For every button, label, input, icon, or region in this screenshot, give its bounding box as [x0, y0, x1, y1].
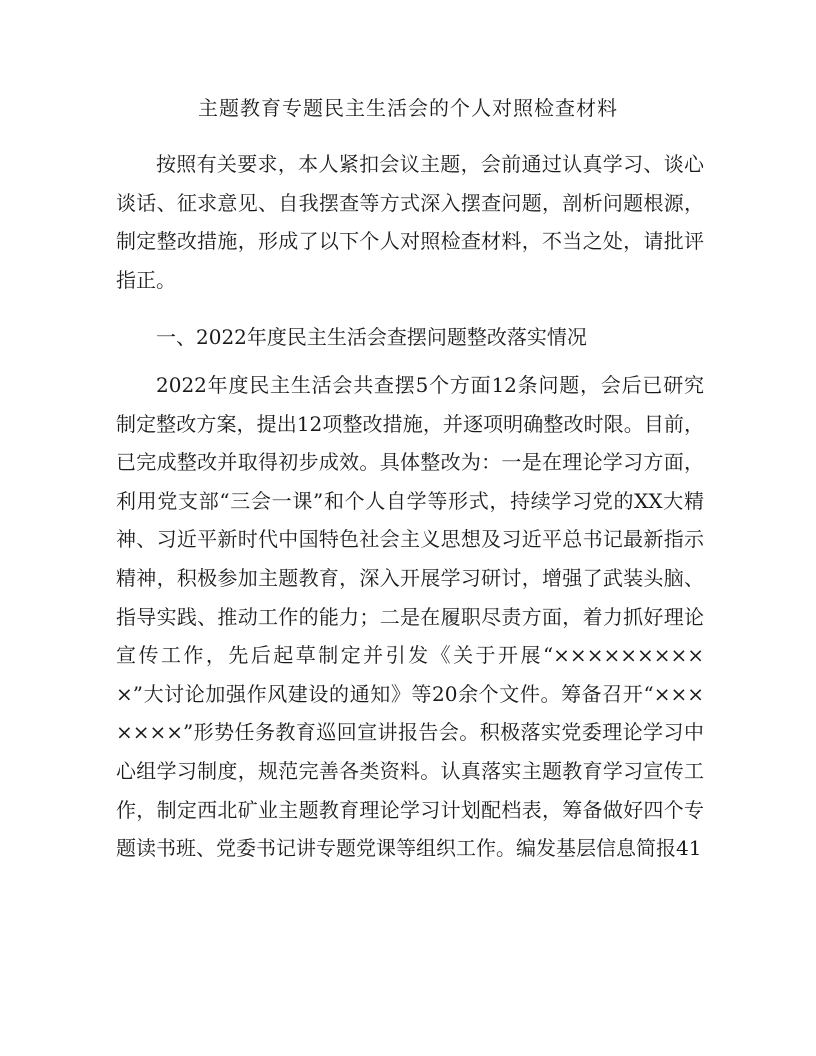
section-heading: 一、2022年度民主生活会查摆问题整改落实情况 — [156, 325, 587, 349]
section-paragraph: 2022年度民主生活会共查摆5个方面12条问题，会后已研究制定整改方案，提出12项整改措施，并逐项明确整改时限。目前，已完成整改并取得初步成效。具体整改为：一是在理论学习方面，利用党支部“三会一课”和个人自学等形式，持续学习党的XX大精神、习近平新时代中国特色社会主义思想及习近平总书记最新指示精神，积极参加主题教育，深入开展学习研讨，增强了武装头脑、指导实践、推动工作的能力；二是在履职尽责方面，着力抓好理论宣传工作，先后起草制定并引发《关于开展“××××××××××”大讨论加强作风建设的通知》等20余个文件。筹备召开“×××××××”形势任务教育巡回宣讲报告会。积极落实党委理论学习中心组学习制度，规范完善各类资料。认真落实主题教育学习宣传工作，制定西北矿业主题教育理论学习计划配档表，筹备做好四个专题读书班、党委书记讲专题党课等组织工作。编发基层信息简报41 — [116, 373, 704, 861]
intro-paragraph: 按照有关要求，本人紧扣会议主题，会前通过认真学习、谈心谈话、征求意见、自我摆查等方式深入摆查问题，剖析问题根源，制定整改措施，形成了以下个人对照检查材料，不当之处，请批评指正。 — [116, 152, 704, 292]
document-title: 主题教育专题民主生活会的个人对照检查材料 — [198, 96, 618, 120]
